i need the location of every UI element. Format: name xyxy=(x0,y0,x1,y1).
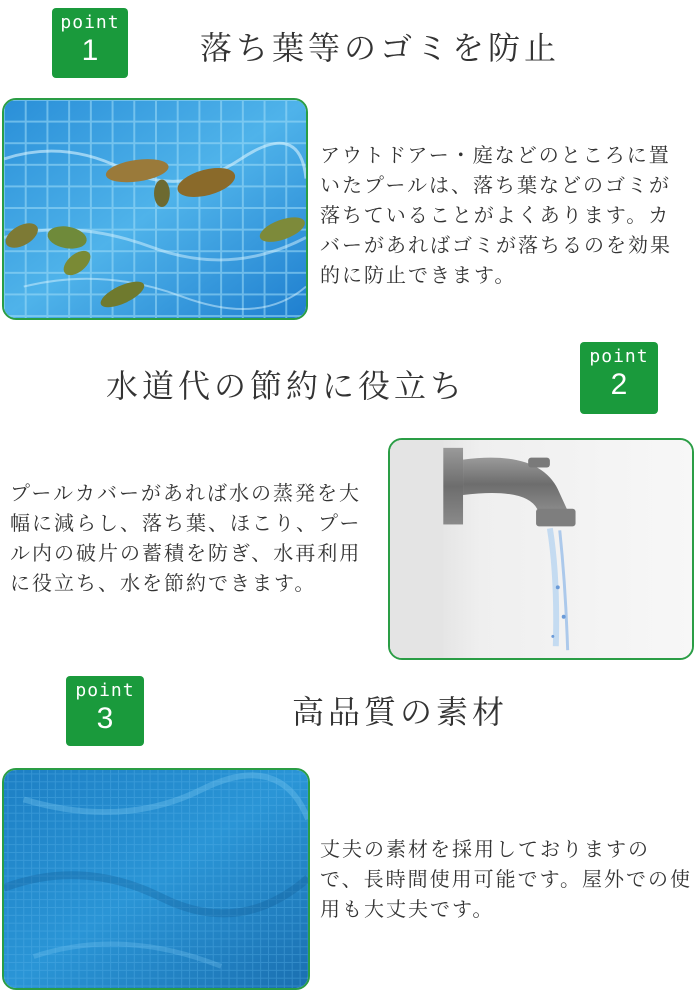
pool-leaves-illustration xyxy=(4,100,306,318)
badge-word: point xyxy=(75,680,135,701)
section-text-2: プールカバーがあれば水の蒸発を大幅に減らし、落ち葉、ほこり、プール内の破片の蓄積を防ぎ、水再利用に役立ち、水を節約できます。 xyxy=(10,481,362,595)
section-title-3: 高品質の素材 xyxy=(292,693,509,731)
faucet-illustration xyxy=(390,440,692,658)
badge-number: 3 xyxy=(96,702,114,735)
badge-word: point xyxy=(589,346,649,367)
point-badge-2 xyxy=(580,342,658,414)
point-badge-3 xyxy=(66,676,144,746)
faucet-photo xyxy=(388,438,694,660)
badge-number: 1 xyxy=(81,34,99,67)
badge-word: point xyxy=(60,12,120,33)
tarp-illustration xyxy=(4,770,308,988)
point-badge-1 xyxy=(52,8,128,78)
section-title-1: 落ち葉等のゴミを防止 xyxy=(200,29,561,67)
badge-number: 2 xyxy=(610,368,628,401)
section-text-1: アウトドアー・庭などのところに置いたプールは、落ち葉などのゴミが落ちていることがよくあります。カバーがあればゴミが落ちるのを効果的に防止できます。 xyxy=(320,143,672,287)
section-title-2: 水道代の節約に役立ち xyxy=(106,367,467,405)
pool-leaves-photo xyxy=(2,98,308,320)
tarp-material-photo xyxy=(2,768,310,990)
section-text-3: 丈夫の素材を採用しておりますので、長時間使用可能です。屋外での使用も大丈夫です。 xyxy=(320,837,692,921)
